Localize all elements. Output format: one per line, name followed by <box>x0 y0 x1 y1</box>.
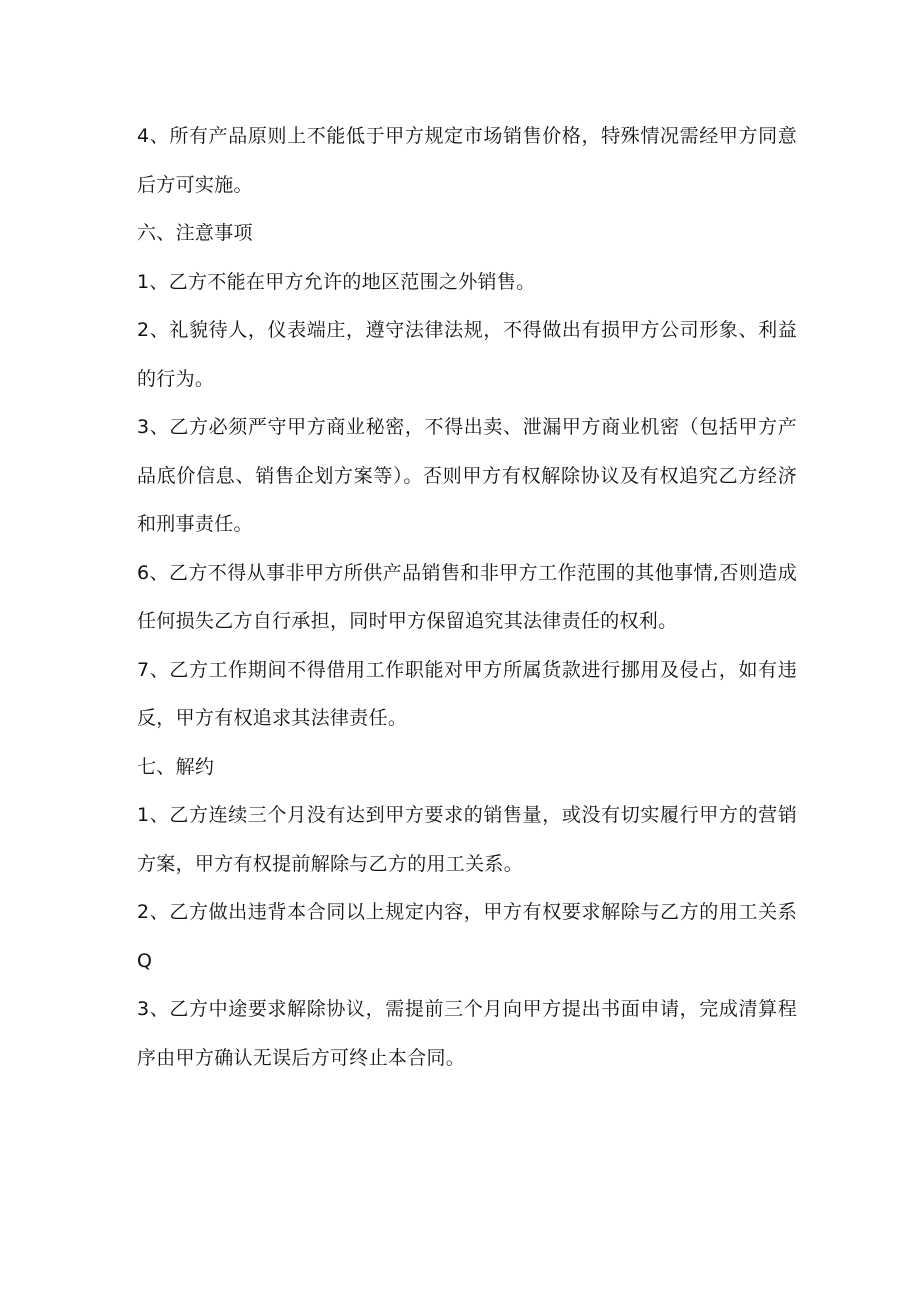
paragraph-note-2: 2、礼貌待人，仪表端庄，遵守法律法规，不得做出有损甲方公司形象、利益的行为。 <box>137 319 797 390</box>
section-heading-termination: 七、解约 <box>137 755 215 778</box>
paragraph-note-1: 1、乙方不能在甲方允许的地区范围之外销售。 <box>137 270 536 293</box>
paragraph-note-3: 3、乙方必须严守甲方商业秘密，不得出卖、泄漏甲方商业机密（包括甲方产品底价信息、销售企划方案等）。否则甲方有权解除协议及有权追究乙方经济和刑事责任。 <box>137 416 797 535</box>
paragraph-note-6: 6、乙方不得从事非甲方所供产品销售和非甲方工作范围的其他事情,否则造成任何损失乙方自行承担，同时甲方保留追究其法律责任的权利。 <box>137 561 797 632</box>
paragraph-termination-2: 2、乙方做出违背本合同以上规定内容，甲方有权要求解除与乙方的用工关系Q <box>137 901 797 972</box>
paragraph-note-7: 7、乙方工作期间不得借用工作职能对甲方所属货款进行挪用及侵占，如有违反，甲方有权追求其法律责任。 <box>137 658 797 729</box>
section-heading-notes: 六、注意事项 <box>137 222 253 244</box>
paragraph-price-rule: 4、所有产品原则上不能低于甲方规定市场销售价格，特殊情况需经甲方同意后方可实施。 <box>137 125 797 196</box>
document-body <box>137 112 797 1082</box>
paragraph-termination-3: 3、乙方中途要求解除协议，需提前三个月向甲方提出书面申请，完成清算程序由甲方确认无误后方可终止本合同。 <box>137 998 797 1069</box>
paragraph-termination-1: 1、乙方连续三个月没有达到甲方要求的销售量，或没有切实履行甲方的营销方案，甲方有权提前解除与乙方的用工关系。 <box>137 804 797 875</box>
